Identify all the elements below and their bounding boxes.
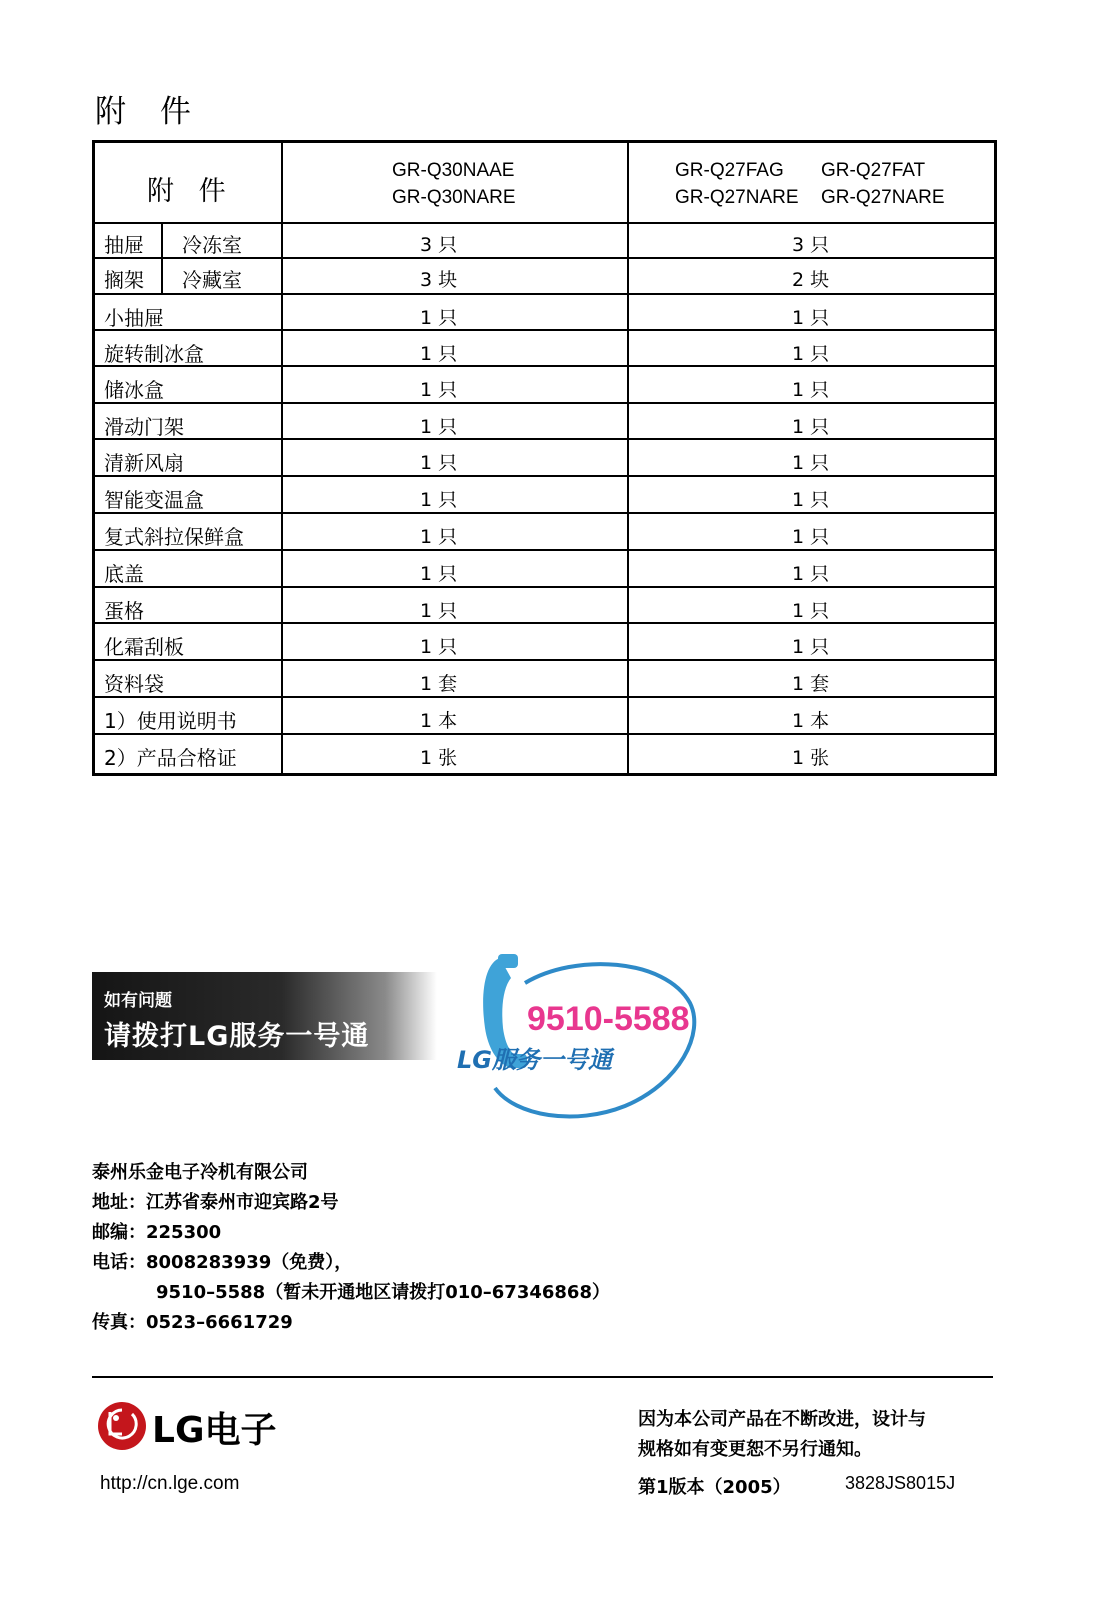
row-value: 1 本 <box>792 710 830 732</box>
row-label: 滑动门架 <box>104 415 184 439</box>
table-row <box>95 331 994 367</box>
footer-divider <box>92 1376 993 1378</box>
company-fax: 传真：0523–6661729 <box>92 1312 293 1333</box>
company-address: 地址：江苏省泰州市迎宾路2号 <box>92 1192 339 1213</box>
table-row <box>95 661 994 698</box>
table-row <box>95 259 994 295</box>
row-label: 抽屉 <box>104 233 144 257</box>
lg-logo-icon <box>98 1402 146 1450</box>
page-title: 附 件 <box>95 94 203 130</box>
edition-label: 第1版本（2005） <box>638 1477 791 1498</box>
row-label: 清新风扇 <box>104 451 184 475</box>
row-value: 1 只 <box>792 343 830 365</box>
model-label: GR-Q27FAG <box>675 160 784 181</box>
notice-line-2: 规格如有变更恕不另行通知。 <box>638 1439 872 1460</box>
row-value: 1 只 <box>420 526 458 548</box>
service-banner <box>92 972 437 1060</box>
row-label: 底盖 <box>104 562 144 586</box>
table-row <box>95 477 994 514</box>
row-label: 化霜刮板 <box>104 635 184 659</box>
phone-icon-top <box>498 954 518 968</box>
document-code: 3828JS8015J <box>845 1473 956 1493</box>
table-row <box>95 624 994 661</box>
row-value: 1 只 <box>420 416 458 438</box>
row-value: 3 只 <box>420 234 458 256</box>
row-value: 1 本 <box>420 710 458 732</box>
row-label: 2）产品合格证 <box>104 746 237 770</box>
banner-big-text: 请拨打LG服务一号通 <box>104 1021 370 1052</box>
row-value: 2 块 <box>792 269 830 291</box>
row-value: 1 只 <box>792 636 830 658</box>
notice-line-1: 因为本公司产品在不断改进，设计与 <box>638 1409 926 1430</box>
row-value: 1 只 <box>420 489 458 511</box>
table-row <box>95 551 994 588</box>
row-label: 旋转制冰盒 <box>104 342 204 366</box>
lg-logo-text: LG电子 <box>152 1410 277 1451</box>
model-label: GR-Q27NARE <box>675 187 799 208</box>
row-value: 1 只 <box>792 526 830 548</box>
banner-small-text: 如有问题 <box>104 991 172 1011</box>
row-value: 1 只 <box>420 563 458 585</box>
row-value: 1 张 <box>792 747 830 769</box>
table-row <box>95 295 994 331</box>
website-url: http://cn.lge.com <box>100 1473 240 1494</box>
table-row <box>95 440 994 477</box>
row-value: 1 只 <box>792 600 830 622</box>
row-value: 1 只 <box>420 636 458 658</box>
row-value: 1 张 <box>420 747 458 769</box>
row-label: 复式斜拉保鲜盒 <box>104 525 244 549</box>
table-row <box>95 514 994 551</box>
row-label: 智能变温盒 <box>104 488 204 512</box>
row-label: 资料袋 <box>104 672 164 696</box>
table-row <box>95 404 994 440</box>
model-label: GR-Q30NARE <box>392 187 516 208</box>
hotline-number: 9510-5588 <box>527 1000 690 1038</box>
row-sublabel: 冷冻室 <box>182 233 242 257</box>
row-label: 蛋格 <box>104 599 144 623</box>
accessories-table <box>92 140 997 776</box>
row-label: 1）使用说明书 <box>104 709 237 733</box>
row-label: 小抽屉 <box>104 306 164 330</box>
row-value: 3 只 <box>792 234 830 256</box>
table-row <box>95 588 994 624</box>
row-value: 1 只 <box>420 343 458 365</box>
table-row <box>95 735 994 773</box>
row-value: 1 只 <box>792 563 830 585</box>
hotline-brand: LG服务一号通 <box>457 1046 612 1074</box>
row-value: 1 只 <box>420 307 458 329</box>
model-label: GR-Q30NAAE <box>392 160 515 181</box>
row-value: 1 套 <box>420 673 458 695</box>
row-value: 1 套 <box>792 673 830 695</box>
row-value: 3 块 <box>420 269 458 291</box>
model-label: GR-Q27NARE <box>821 187 945 208</box>
table-header-label: 附 件 <box>147 176 234 207</box>
table-row <box>95 224 994 259</box>
hotline-ring <box>495 964 694 1116</box>
model-label: GR-Q27FAT <box>821 160 926 181</box>
row-label: 储冰盒 <box>104 378 164 402</box>
row-value: 1 只 <box>420 452 458 474</box>
company-phone-2: 9510–5588（暂未开通地区请拨打010–67346868） <box>156 1282 610 1303</box>
table-row <box>95 367 994 404</box>
row-value: 1 只 <box>792 489 830 511</box>
row-value: 1 只 <box>792 416 830 438</box>
row-value: 1 只 <box>792 307 830 329</box>
row-label: 搁架 <box>104 268 144 292</box>
row-value: 1 只 <box>420 600 458 622</box>
row-sublabel: 冷藏室 <box>182 268 242 292</box>
table-row <box>95 698 994 735</box>
row-value: 1 只 <box>792 452 830 474</box>
hotline-logo <box>455 948 705 1123</box>
row-value: 1 只 <box>792 379 830 401</box>
company-phone: 电话：8008283939（免费）， <box>92 1252 353 1273</box>
table-header-row <box>95 143 994 224</box>
company-postcode: 邮编：225300 <box>92 1222 222 1243</box>
row-value: 1 只 <box>420 379 458 401</box>
company-name: 泰州乐金电子冷机有限公司 <box>92 1162 308 1183</box>
